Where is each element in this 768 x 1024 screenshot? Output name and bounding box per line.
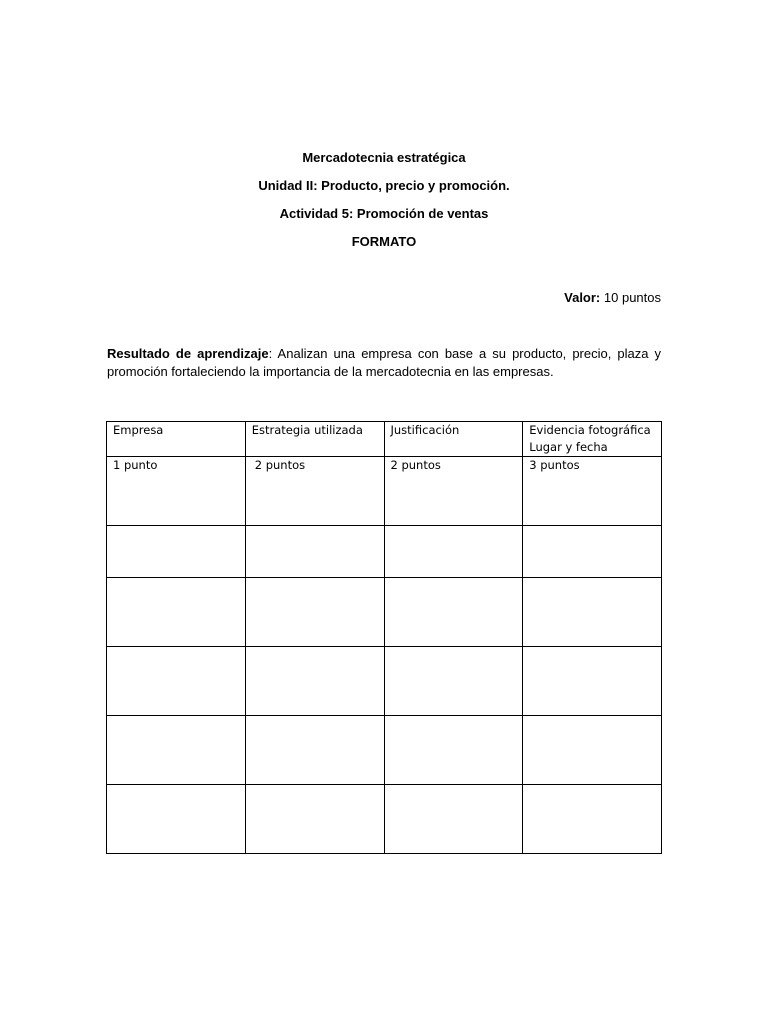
points-row [107, 457, 662, 526]
table-cell[interactable] [384, 647, 523, 716]
table-cell[interactable] [384, 785, 523, 854]
table-cell[interactable] [245, 578, 384, 647]
valor-line [564, 290, 661, 306]
course-title: Mercadotecnia estratégica [302, 150, 466, 165]
table-header-row [107, 422, 662, 457]
header-justificacion [384, 422, 523, 457]
valor-label: Valor: [564, 290, 601, 305]
header-empresa-label: Empresa [113, 423, 164, 437]
valor-value: 10 puntos [603, 290, 661, 305]
table-cell[interactable] [384, 526, 523, 578]
table-row [107, 526, 662, 578]
unit-title: Unidad II: Producto, precio y promoción. [258, 178, 510, 193]
header-evidencia-sub: Lugar y fecha [529, 440, 608, 454]
table-cell[interactable] [523, 716, 662, 785]
learning-outcome-label: Resultado de aprendizaje [107, 346, 269, 361]
table-cell[interactable] [245, 785, 384, 854]
table-row [107, 716, 662, 785]
table-cell[interactable] [523, 785, 662, 854]
table-cell[interactable] [384, 716, 523, 785]
header-evidencia-label: Evidencia fotográfica [529, 423, 651, 437]
table-cell[interactable] [523, 578, 662, 647]
table-cell[interactable] [107, 578, 246, 647]
points-cell [523, 457, 662, 526]
points-justificacion: 2 puntos [390, 458, 441, 472]
table-cell[interactable] [523, 647, 662, 716]
format-table [106, 421, 662, 854]
header-evidencia [523, 422, 662, 457]
table-cell[interactable] [107, 716, 246, 785]
table-cell[interactable] [107, 785, 246, 854]
header-empresa [107, 422, 246, 457]
format-title: FORMATO [351, 234, 417, 249]
table-cell[interactable] [245, 647, 384, 716]
points-cell [384, 457, 523, 526]
points-evidencia: 3 puntos [529, 458, 580, 472]
learning-outcome [107, 345, 661, 381]
table-row [107, 785, 662, 854]
table-cell[interactable] [523, 526, 662, 578]
table-cell[interactable] [107, 526, 246, 578]
learning-outcome-text: : Analizan una empresa con base a su producto, precio, plaza y promoción fortaleciendo la importancia de la mercadotecnia en las empresas. [107, 346, 662, 379]
header-justificacion-label: Justificación [390, 423, 460, 437]
table-cell[interactable] [245, 716, 384, 785]
table-row [107, 647, 662, 716]
points-estrategia: 2 puntos [254, 458, 306, 472]
header-estrategia-label: Estrategia utilizada [251, 423, 363, 437]
points-empresa: 1 punto [113, 458, 158, 472]
table-cell[interactable] [245, 526, 384, 578]
points-cell [245, 457, 384, 526]
table-row [107, 578, 662, 647]
table-cell[interactable] [384, 578, 523, 647]
activity-title: Actividad 5: Promoción de ventas [279, 206, 489, 221]
points-cell [107, 457, 246, 526]
table-cell[interactable] [107, 647, 246, 716]
header-estrategia [245, 422, 384, 457]
